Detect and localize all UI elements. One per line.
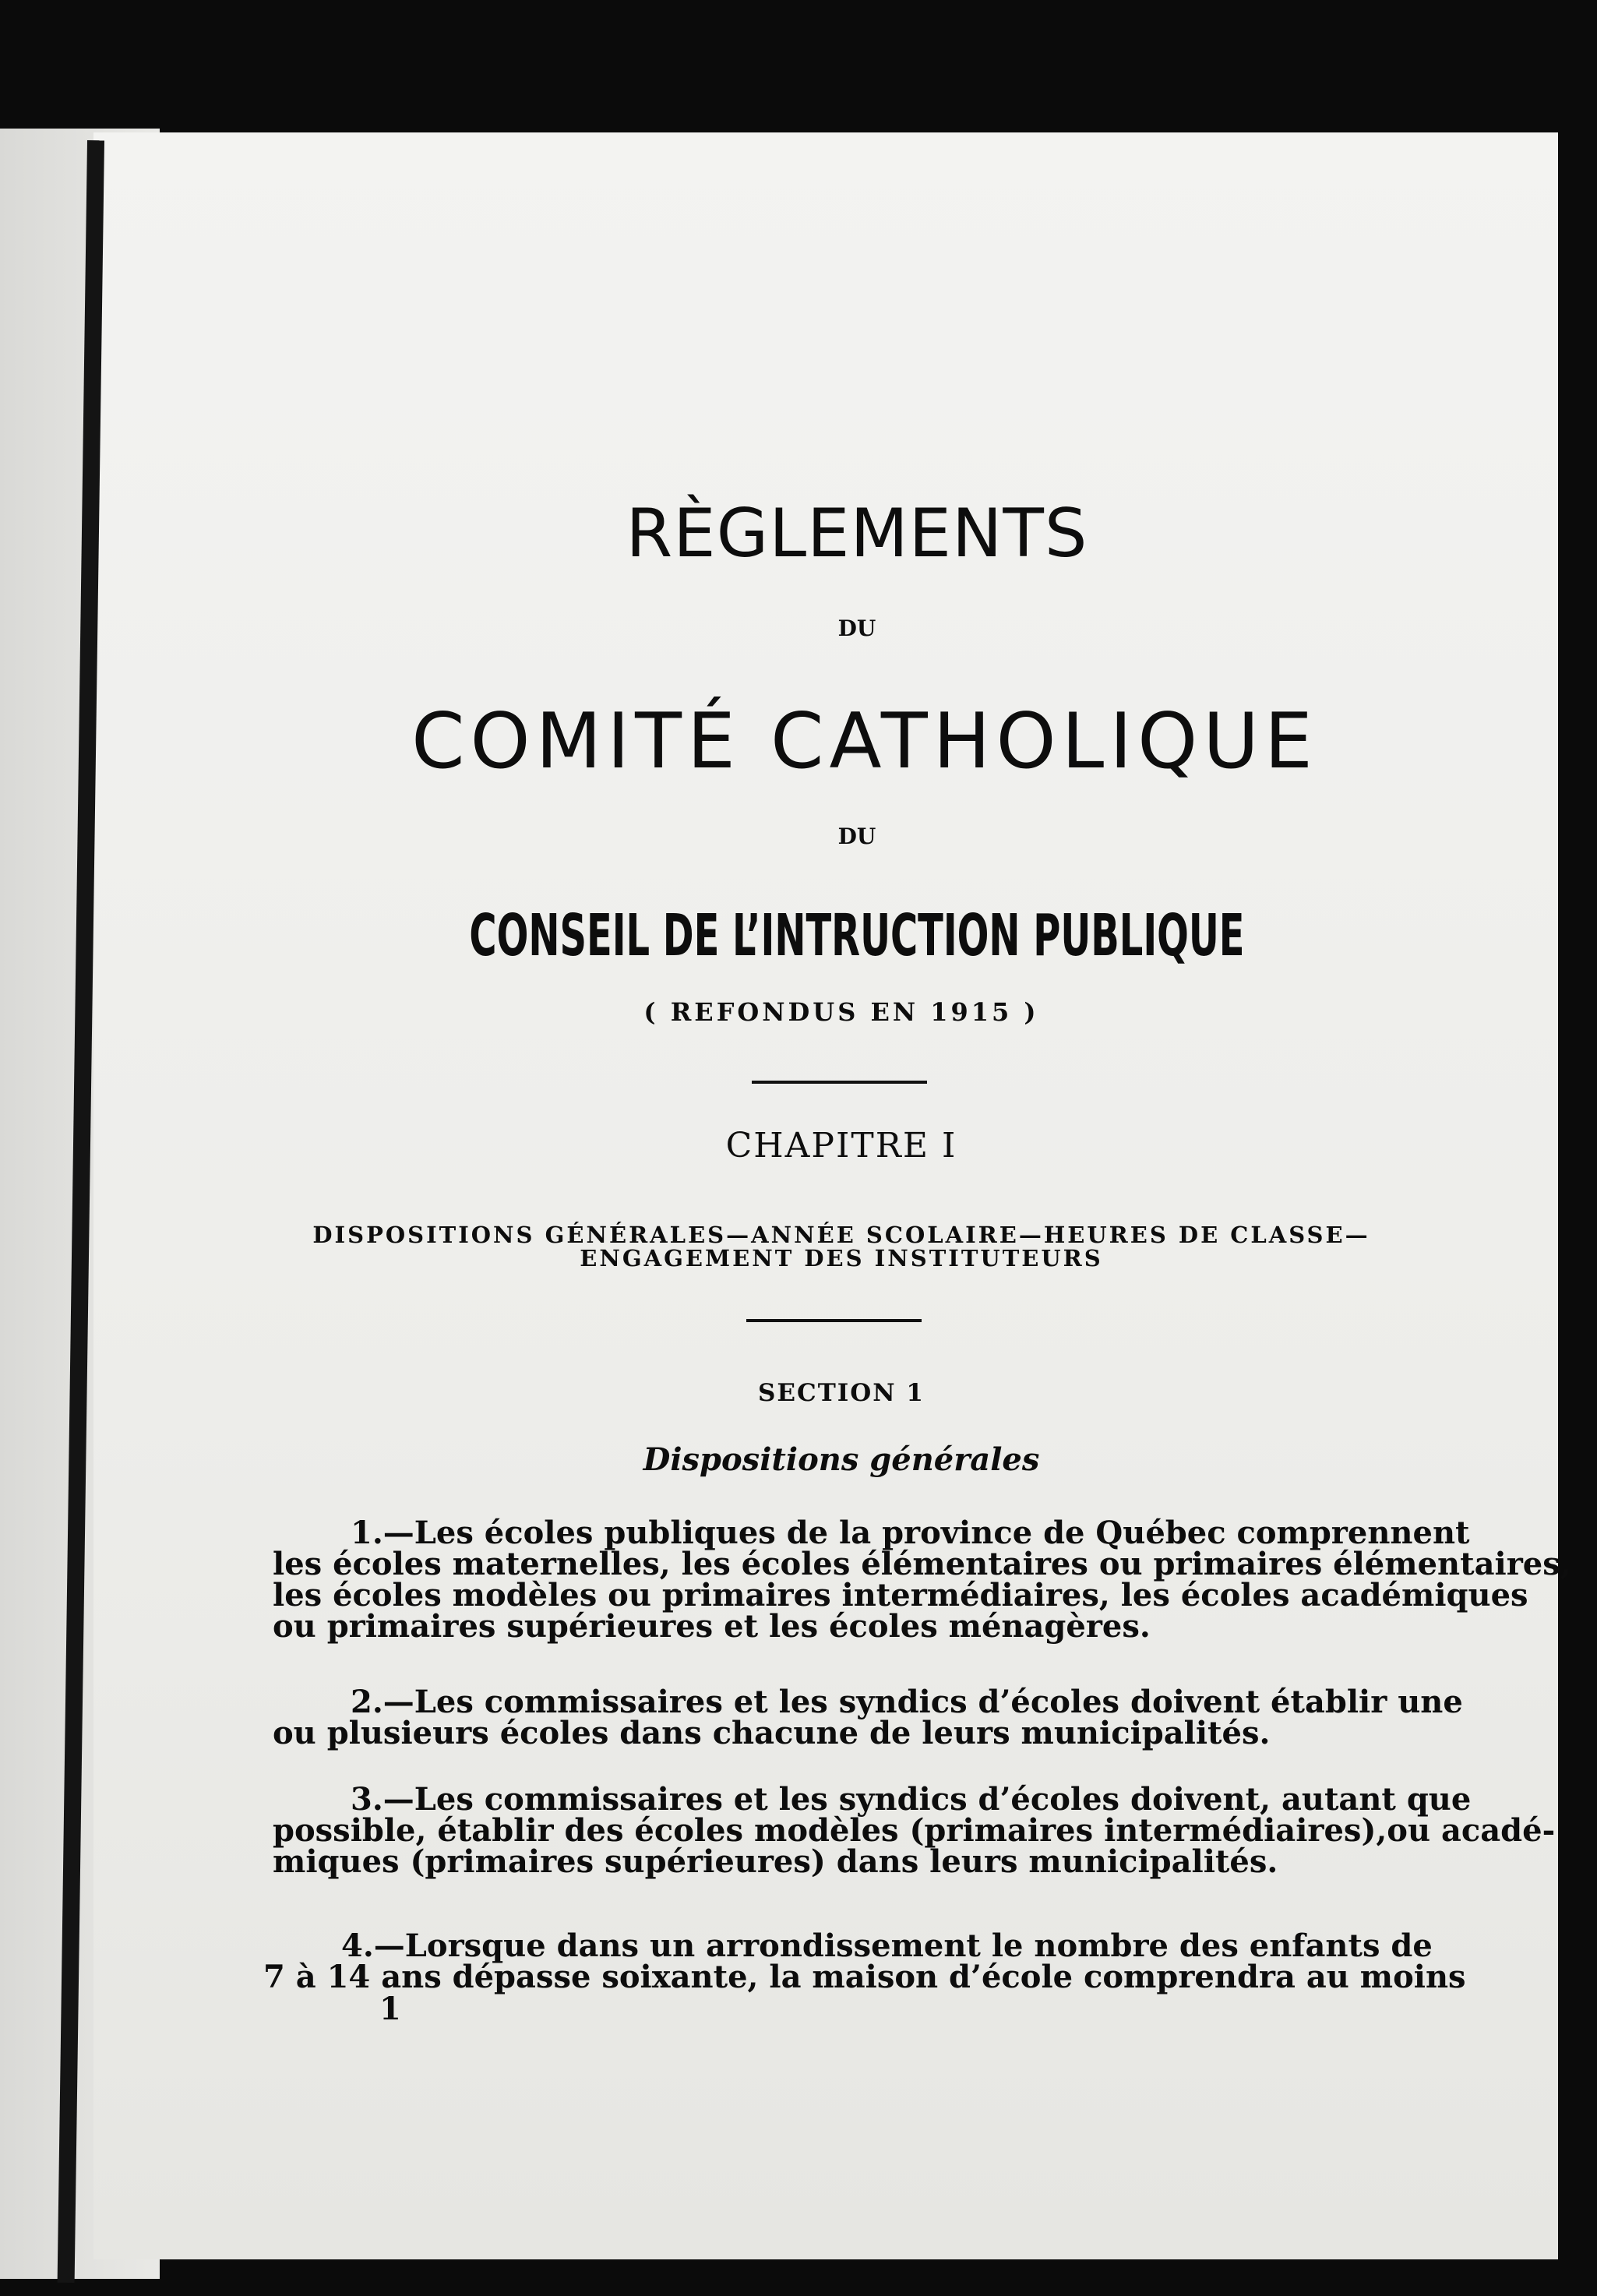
article-line: les écoles maternelles, les écoles élémentaires ou primaires élémentaires, [273, 1546, 1571, 1582]
article-line: ou primaires supérieures et les écoles ménagères. [273, 1608, 1151, 1645]
title-conseil: CONSEIL DE L’INTRUCTION PUBLIQUE [469, 902, 1245, 969]
article-line: possible, établir des écoles modèles (primaires intermédiaires),ou acadé- [273, 1812, 1556, 1849]
page-number: 1 [379, 1991, 401, 2027]
chapter-description-line1: DISPOSITIONS GÉNÉRALES—ANNÉE SCOLAIRE—HEURES DE CLASSE— [312, 1222, 1370, 1248]
article-line: 4.—Lorsque dans un arrondissement le nombre des enfants de [341, 1927, 1433, 1964]
article-line: 2.—Les commissaires et les syndics d’écoles doivent établir une [351, 1684, 1463, 1720]
chapter-heading: CHAPITRE I [725, 1126, 957, 1166]
title-comite-catholique: COMITÉ CATHOLIQUE [411, 697, 1318, 786]
article-4 [263, 1927, 1466, 1995]
article-line: 3.—Les commissaires et les syndics d’écoles doivent, autant que [351, 1781, 1472, 1818]
article-line: 7 à 14 ans dépasse soixante, la maison d’école comprendra au moins [263, 1959, 1466, 1995]
title-du-1: DU [837, 615, 876, 641]
title-reglements: RÈGLEMENTS [626, 495, 1088, 573]
article-3 [273, 1781, 1556, 1880]
article-1 [273, 1515, 1571, 1645]
article-line: ou plusieurs écoles dans chacune de leurs municipalités. [273, 1715, 1271, 1751]
divider-rule [752, 1081, 927, 1084]
section-heading: SECTION 1 [758, 1379, 925, 1407]
chapter-description-line2: ENGAGEMENT DES INSTITUTEURS [580, 1245, 1103, 1271]
article-line: miques (primaires supérieures) dans leurs municipalités. [273, 1843, 1278, 1880]
title-refondus: ( REFONDUS EN 1915 ) [643, 997, 1039, 1027]
title-du-2: DU [837, 824, 876, 849]
divider-rule [746, 1319, 922, 1322]
article-line: 1.—Les écoles publiques de la province de Québec comprennent [351, 1515, 1470, 1551]
section-subheading: Dispositions générales [643, 1441, 1040, 1478]
article-2 [273, 1684, 1463, 1751]
article-line: les écoles modèles ou primaires intermédiaires, les écoles académiques [273, 1577, 1528, 1614]
